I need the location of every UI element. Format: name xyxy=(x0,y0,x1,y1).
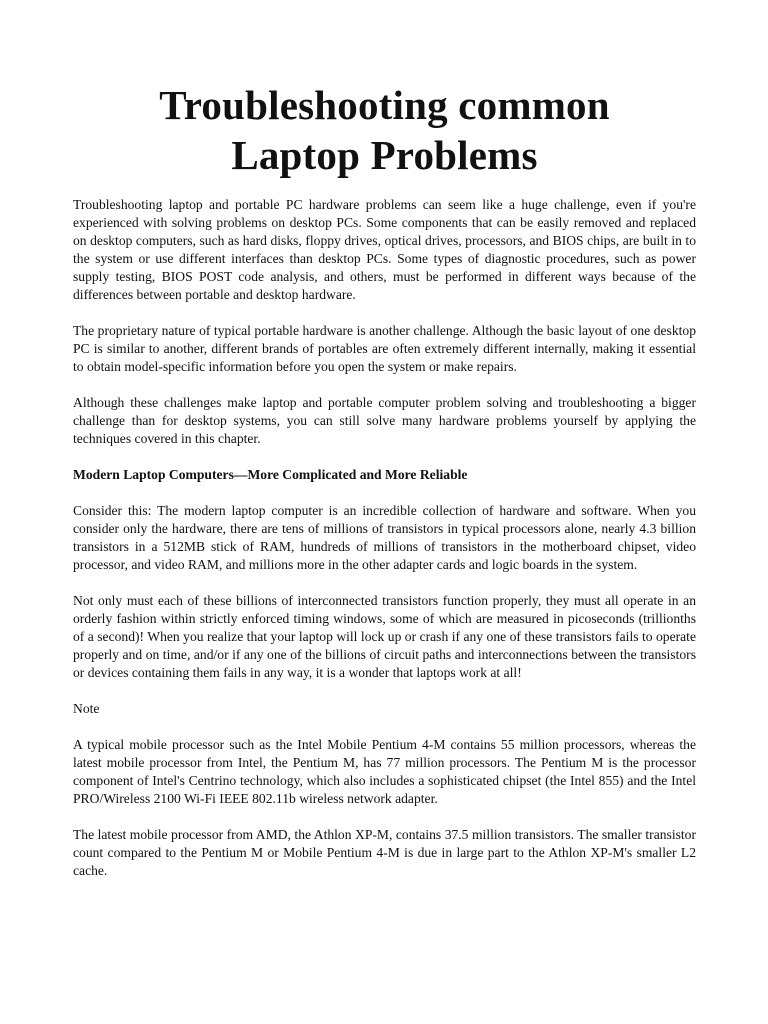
title-line-2: Laptop Problems xyxy=(231,132,538,178)
note-paragraph-2: The latest mobile processor from AMD, the Athlon XP-M, contains 37.5 million transistors. The smaller transistor count compared to the Pentium M or Mobile Pentium 4-M is due in large part to the Athlon XP-M's smaller L2 cache. xyxy=(73,827,696,878)
section-heading: Modern Laptop Computers—More Complicated and More Reliable xyxy=(73,467,468,482)
section-paragraph-1: Consider this: The modern laptop computer is an incredible collection of hardware and software. When you consider only the hardware, there are tens of millions of transistors in typical processors alone, nearly 4.3 billion transistors in a 512MB stick of RAM, hundreds of millions of transistors in the motherboard chipset, video processor, and video RAM, and millions more in the other adapter cards and logic boards in the system. xyxy=(73,503,696,572)
note-paragraph-1: A typical mobile processor such as the Intel Mobile Pentium 4-M contains 55 million processors, whereas the latest mobile processor from Intel, the Pentium M, has 77 million processors. The Pentium M is the processor component of Intel's Centrino technology, which also includes a sophisticated chipset (the Intel 855) and the Intel PRO/Wireless 2100 Wi-Fi IEEE 802.11b wireless network adapter. xyxy=(73,737,696,806)
document-body xyxy=(73,196,696,880)
page-title xyxy=(73,80,696,180)
intro-paragraph-2: The proprietary nature of typical portable hardware is another challenge. Although the basic layout of one desktop PC is similar to another, different brands of portables are often extremely different internally, making it essential to obtain model-specific information before you open the system or make repairs. xyxy=(73,323,696,374)
note-label: Note xyxy=(73,701,100,716)
section-paragraph-2: Not only must each of these billions of interconnected transistors function properly, they must all operate in an orderly fashion within strictly enforced timing windows, some of which are measured in picoseconds (trillionths of a second)! When you realize that your laptop will lock up or crash if any one of these transistors fails to operate properly and on time, and/or if any one of the billions of circuit paths and interconnections between the transistors or devices containing them fails in any way, it is a wonder that laptops work at all! xyxy=(73,593,696,680)
intro-paragraph-3: Although these challenges make laptop and portable computer problem solving and troubleshooting a bigger challenge than for desktop systems, you can still solve many hardware problems yourself by applying the techniques covered in this chapter. xyxy=(73,395,696,446)
title-line-1: Troubleshooting common xyxy=(159,82,610,128)
intro-paragraph-1: Troubleshooting laptop and portable PC hardware problems can seem like a huge challenge, even if you're experienced with solving problems on desktop PCs. Some components that can be easily removed and replaced on desktop computers, such as hard disks, floppy drives, optical drives, processors, and BIOS chips, are built in to the system or use different interfaces than desktop PCs. Some types of diagnostic procedures, such as power supply testing, BIOS POST code analysis, and others, must be performed in different ways because of the differences between portable and desktop hardware. xyxy=(73,197,696,302)
